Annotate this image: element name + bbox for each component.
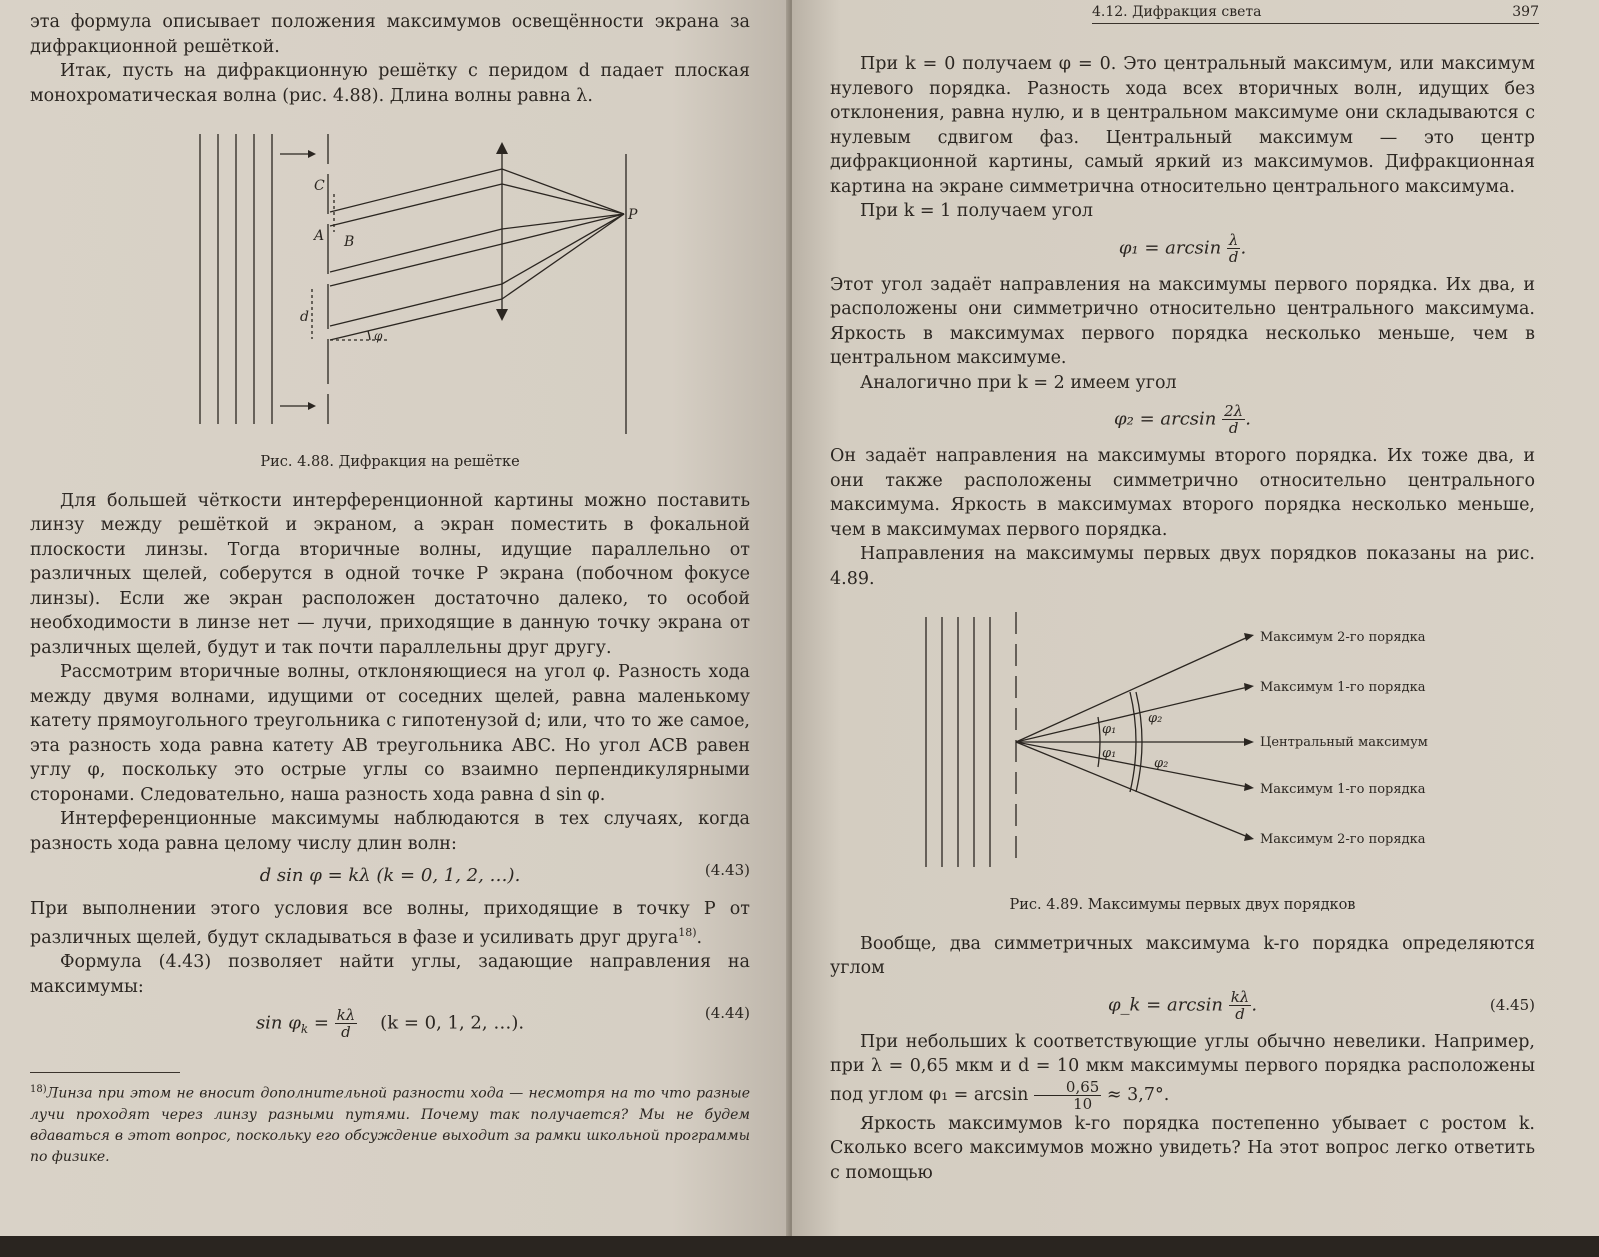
angle-phi1-lower: φ₁ <box>1102 746 1117 761</box>
label-central-max: Центральный максимум <box>1260 735 1428 750</box>
label-p: P <box>628 207 638 223</box>
angle-phi2-lower: φ₂ <box>1154 756 1169 771</box>
paragraph-end: . <box>696 927 703 948</box>
eq-lhs: φ₂ = arcsin <box>1114 408 1217 430</box>
fraction <box>335 1007 358 1040</box>
paragraph: Аналогично при k = 2 имеем угол <box>860 372 1177 393</box>
fraction <box>1034 1079 1101 1112</box>
paragraph: Итак, пусть на дифракционную решётку с перидом d падает плоская монохроматическая волна (рис. 4.88). Длина волны равна λ. <box>30 61 750 106</box>
eq-subscript: k <box>300 1022 309 1037</box>
eq-lhs: sin φ <box>255 1012 301 1034</box>
equation-4-45: φ_k = arcsin $\frac{k\lambda}{d}$ . (4.45) <box>1107 987 1535 1023</box>
frac-num: kλ <box>1230 987 1250 1006</box>
angle-phi2-upper: φ₂ <box>1148 711 1163 726</box>
frac-den: d <box>1235 1004 1245 1023</box>
paragraph <box>30 897 750 951</box>
angle-phi1-upper: φ₁ <box>1102 722 1117 737</box>
figure-4-89 <box>830 597 1535 887</box>
paragraph-end: ≈ 3,7°. <box>1106 1084 1170 1105</box>
label-phi: φ <box>374 329 383 343</box>
eq-lhs: φ_k = arcsin <box>1107 994 1223 1015</box>
equation-phi1: φ₁ = arcsin $\frac{\lambda}{d}$ . <box>1118 230 1247 266</box>
paragraph: Интерференционные максимумы наблюдаются в тех случаях, когда разность хода равна целому числу длин волн: <box>30 809 750 854</box>
frac-num: 0,65 <box>1034 1079 1101 1096</box>
label-a: A <box>314 228 325 244</box>
paragraph: Он задаёт направления на максимумы второго порядка. Их тоже два, и они также расположены симметрично относительно центрального максимума. Яркость в максимумах второго порядка несколько меньше, чем в максимумах первого порядка. <box>830 446 1535 540</box>
label-d: d <box>300 309 309 325</box>
paragraph: Этот угол задаёт направления на максимумы первого порядка. Их два, и расположены они симметрично относительно центрального максимума. Яркость в максимумах первого порядка несколько меньше, чем в центральном максимуме. <box>830 274 1535 368</box>
right-column <box>830 52 1535 1185</box>
footnote-ref: 18) <box>678 926 697 939</box>
equation-4-44: $\sin \varphi_k$ = $\frac{k\lambda}{d}$ (k = 0, 1, 2, …). (4.44) <box>30 1007 750 1042</box>
paragraph: При k = 1 получаем угол <box>860 201 1094 221</box>
equation-number: (4.44) <box>704 1004 750 1023</box>
equation-number: (4.43) <box>704 861 750 879</box>
footnote-text: Линза при этом не вносит дополнительной разности хода — несмотря на то что разные лучи проходят через линзу разными путями. Почему так получается? Мы не будем вдаваться в этот вопрос, поскольку его обсуждение выходит за рамки школьной программы по физике. <box>30 1085 750 1165</box>
right-page <box>792 0 1599 1240</box>
footnote-mark: 18) <box>30 1083 47 1095</box>
left-column <box>30 10 750 1168</box>
footnote <box>30 1079 750 1168</box>
frac-num: 2λ <box>1224 402 1244 420</box>
paragraph-text: При выполнении этого условия все волны, приходящие в точку P от различных щелей, будут складываться в фазе и усиливать друг друга <box>30 898 750 948</box>
paragraph: Яркость максимумов k-го порядка постепенно убывает с ростом k. Сколько всего максимумов можно увидеть? На этот вопрос легко ответить с помощью <box>830 1113 1535 1183</box>
fraction <box>1229 989 1252 1022</box>
frac-den: 10 <box>1073 1094 1093 1113</box>
running-header <box>1092 4 1539 24</box>
equation-phi2: φ₂ = arcsin $\frac{2\lambda}{d}$ . <box>1114 402 1251 437</box>
label-c: C <box>314 178 325 194</box>
eq-lhs: φ₁ = arcsin <box>1118 237 1222 258</box>
paragraph: эта формула описывает положения максимумов освещённости экрана за дифракционной решёткой. <box>30 12 750 57</box>
equation-4-43 <box>30 861 750 889</box>
label-max2-upper: Максимум 2-го порядка <box>1260 630 1426 645</box>
footnote-rule <box>30 1072 180 1073</box>
frac-den: d <box>1228 419 1239 437</box>
page-number: 397 <box>1512 4 1539 20</box>
fraction <box>1227 232 1241 265</box>
fraction <box>1222 403 1245 436</box>
frac-den: d <box>1228 247 1239 266</box>
paragraph <box>830 1030 1535 1112</box>
label-b: B <box>344 234 355 250</box>
figure-4-88 <box>30 114 750 444</box>
paragraph: Формула (4.43) позволяет найти углы, задающие направления на максимумы: <box>30 952 750 997</box>
equation-number: (4.45) <box>1489 995 1535 1014</box>
label-max1-lower: Максимум 1-го порядка <box>1260 782 1426 797</box>
frac-num: λ <box>1228 230 1239 249</box>
label-max1-upper: Максимум 1-го порядка <box>1260 680 1426 695</box>
frac-den: d <box>341 1023 351 1042</box>
paragraph-text: При небольших k соответствующие углы обычно невелики. Например, при λ = 0,65 мкм и d = 10 мкм максимумы первого порядка расположены под углом φ₁ = arcsin <box>830 1031 1535 1105</box>
paragraph: Рассмотрим вторичные волны, отклоняющиеся на угол φ. Разность хода между двумя волнами, идущими от соседних щелей, равна маленькому катету прямоугольного треугольника с гипотенузой d; или, что то же самое, эта разность хода равна катету AB треугольника ABC. Но угол ACB равен углу φ, поскольку это острые углы со взаимно перпендикулярными сторонами. Следовательно, наша разность хода равна d sin φ. <box>30 662 750 805</box>
paragraph: При k = 0 получаем φ = 0. Это центральный максимум, или максимум нулевого порядка. Разность хода всех вторичных волн, идущих без отклонения, равна нулю, и в центральном максимуме они складываются с нулевым сдвигом фаз. Центральный максимум — это центр дифракционной картины, самый яркий из максимумов. Дифракционная картина на экране симметрична относительно центрального максимума. <box>830 54 1535 197</box>
paragraph: Для большей чёткости интерференционной картины можно поставить линзу между решёткой и экраном, а экран поместить в фокальной плоскости линзы. Тогда вторичные волны, идущие параллельно от различных щелей, соберутся в одной точке P экрана (побочном фокусе линзы). Если же экран расположен достаточно далеко, то особой необходимости в линзе нет — лучи, приходящие в данную точку экрана от различных щелей, будут и так почти параллельны друг другу. <box>30 490 750 658</box>
frac-num: kλ <box>336 1006 356 1025</box>
running-title: 4.12. Дифракция света <box>1092 4 1262 20</box>
figure-caption: Рис. 4.89. Максимумы первых двух порядков <box>1009 897 1356 913</box>
equation-body: d sin φ = kλ (k = 0, 1, 2, …). <box>259 865 521 886</box>
eq-tail: (k = 0, 1, 2, …). <box>380 1012 525 1034</box>
figure-caption: Рис. 4.88. Дифракция на решётке <box>260 454 520 470</box>
paragraph: Вообще, два симметричных максимума k-го порядка определяются углом <box>830 933 1535 978</box>
book-bottom-edge <box>0 1236 1599 1257</box>
paragraph: Направления на максимумы первых двух порядков показаны на рис. 4.89. <box>830 544 1535 589</box>
label-max2-lower: Максимум 2-го порядка <box>1260 832 1426 847</box>
left-page <box>0 0 790 1240</box>
